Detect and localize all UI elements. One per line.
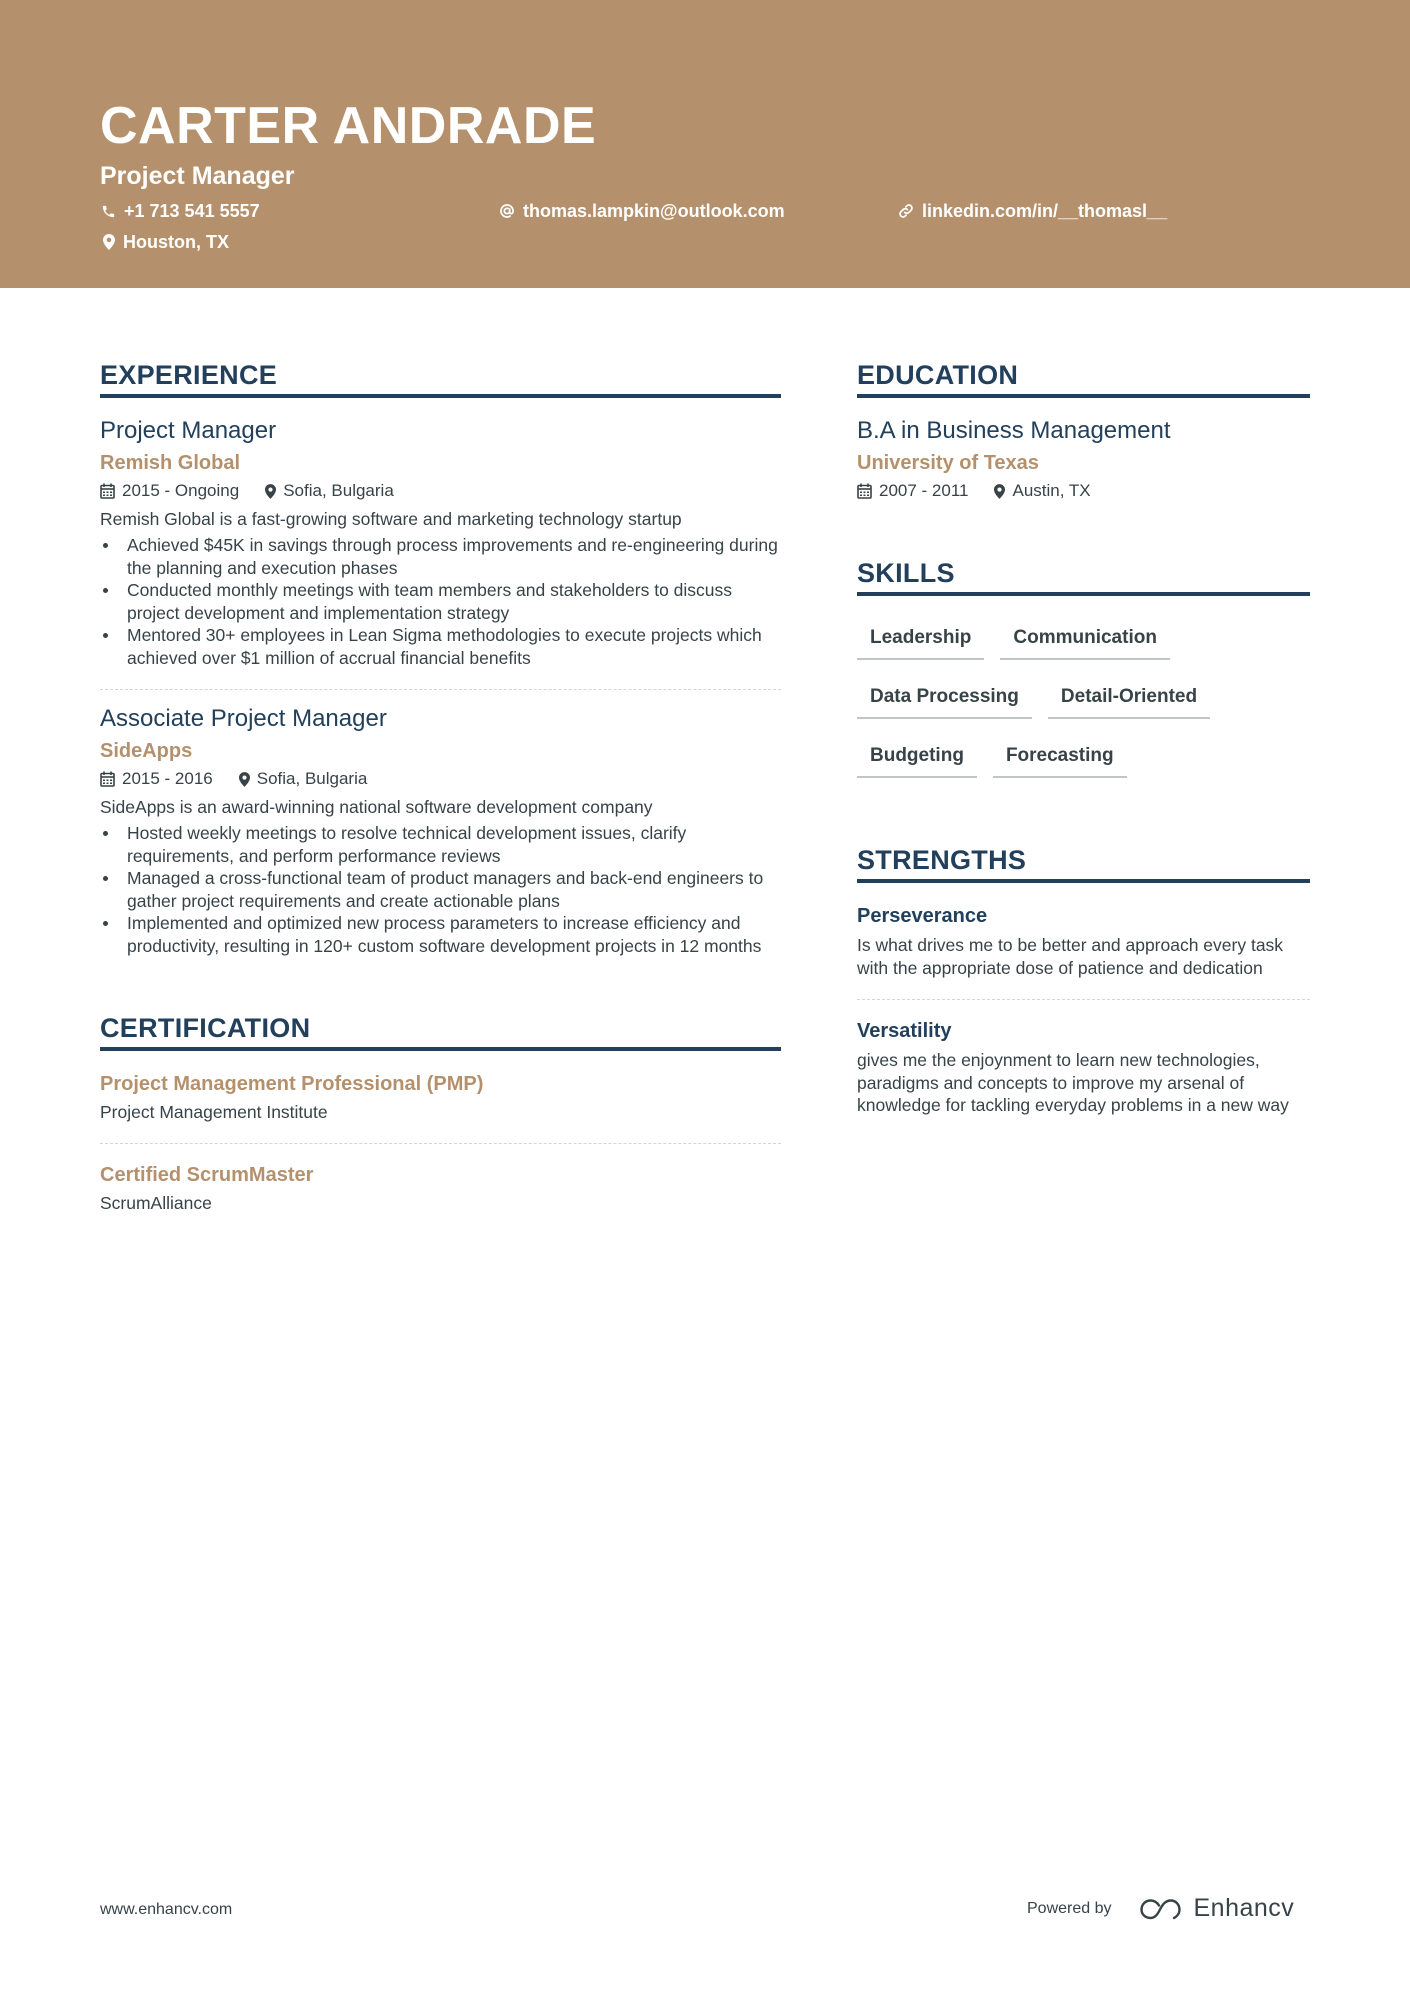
skills-heading: SKILLS bbox=[857, 556, 1310, 596]
powered-by-label: Powered by bbox=[1027, 1899, 1112, 1917]
strength-entry bbox=[857, 1018, 1310, 1117]
strengths-section bbox=[857, 843, 1310, 1117]
education-location-text: Austin, TX bbox=[1012, 481, 1091, 500]
job-meta bbox=[100, 480, 781, 502]
job-meta bbox=[100, 768, 781, 790]
skill-tag: Communication bbox=[1000, 616, 1170, 660]
skill-tag: Data Processing bbox=[857, 675, 1032, 719]
skills-list bbox=[857, 616, 1310, 793]
skill-tag: Forecasting bbox=[993, 734, 1127, 778]
certification-entry bbox=[100, 1071, 781, 1123]
entry-divider bbox=[100, 1143, 781, 1144]
education-dates bbox=[857, 480, 968, 502]
left-column bbox=[100, 358, 781, 1214]
strength-description: gives me the enjoynment to learn new technologies, paradigms and concepts to improve my arsenal of knowledge for tackling everyday problems in a new way bbox=[857, 1050, 1289, 1115]
calendar-icon bbox=[100, 771, 115, 787]
entry-divider bbox=[857, 999, 1310, 1000]
job-location bbox=[239, 768, 368, 790]
degree-name: B.A in Business Management bbox=[857, 417, 1171, 444]
achievement-item: Hosted weekly meetings to resolve technical development issues, clarify requirements, and perform performance reviews bbox=[100, 822, 781, 867]
achievement-list bbox=[100, 534, 781, 669]
skill-tag: Detail-Oriented bbox=[1048, 675, 1210, 719]
school-name: University of Texas bbox=[857, 452, 1039, 474]
contact-linkedin[interactable] bbox=[898, 200, 1167, 222]
calendar-icon bbox=[100, 483, 115, 499]
job-location bbox=[265, 480, 394, 502]
education-section bbox=[857, 358, 1310, 502]
job-dates-text: 2015 - Ongoing bbox=[122, 481, 240, 500]
company-description: Remish Global is a fast-growing software and marketing technology startup bbox=[100, 509, 682, 529]
strengths-heading: STRENGTHS bbox=[857, 843, 1310, 883]
achievement-list bbox=[100, 822, 781, 957]
email-text: thomas.lampkin@outlook.com bbox=[523, 201, 785, 221]
contact-email[interactable] bbox=[499, 200, 785, 222]
contact-location bbox=[103, 231, 229, 253]
job-title: Project Manager bbox=[100, 417, 277, 444]
achievement-item: Managed a cross-functional team of product managers and back-end engineers to gather project requirements and create actionable plans bbox=[100, 867, 781, 912]
experience-section bbox=[100, 358, 781, 957]
certification-issuer: ScrumAlliance bbox=[100, 1193, 212, 1213]
education-heading: EDUCATION bbox=[857, 358, 1310, 398]
certification-name: Project Management Professional (PMP) bbox=[100, 1073, 484, 1095]
map-pin-icon bbox=[994, 484, 1005, 499]
right-column bbox=[857, 358, 1310, 1117]
skills-section bbox=[857, 556, 1310, 793]
calendar-icon bbox=[857, 483, 872, 499]
job-dates bbox=[100, 768, 213, 790]
link-icon bbox=[898, 203, 914, 219]
skill-tag: Leadership bbox=[857, 616, 984, 660]
education-dates-text: 2007 - 2011 bbox=[879, 481, 969, 500]
education-meta bbox=[857, 480, 1310, 502]
entry-divider bbox=[100, 689, 781, 690]
achievement-item: Implemented and optimized new process parameters to increase efficiency and productivity, resulting in 120+ custom software development projects in 12 months bbox=[100, 912, 781, 957]
phone-text: +1 713 541 5557 bbox=[124, 201, 260, 221]
experience-entry bbox=[100, 416, 781, 669]
experience-entry bbox=[100, 704, 781, 957]
education-location bbox=[994, 480, 1090, 502]
company-description: SideApps is an award-winning national software development company bbox=[100, 797, 653, 817]
achievement-item: Achieved $45K in savings through process improvements and re-engineering during the planning and execution phases bbox=[100, 534, 781, 579]
company-name: SideApps bbox=[100, 740, 193, 762]
footer-website-link[interactable]: www.enhancv.com bbox=[100, 1901, 233, 1918]
certification-heading: CERTIFICATION bbox=[100, 1011, 781, 1051]
location-text: Houston, TX bbox=[123, 232, 229, 252]
enhancv-logo-icon bbox=[1138, 1897, 1184, 1921]
certification-issuer: Project Management Institute bbox=[100, 1102, 328, 1122]
resume-header bbox=[0, 0, 1410, 288]
job-dates bbox=[100, 480, 239, 502]
map-pin-icon bbox=[265, 484, 276, 499]
skill-tag: Budgeting bbox=[857, 734, 977, 778]
job-title: Associate Project Manager bbox=[100, 705, 387, 732]
candidate-name: CARTER ANDRADE bbox=[100, 97, 597, 155]
job-dates-text: 2015 - 2016 bbox=[122, 769, 213, 788]
job-location-text: Sofia, Bulgaria bbox=[256, 769, 368, 788]
map-pin-icon bbox=[239, 772, 250, 787]
certification-name: Certified ScrumMaster bbox=[100, 1164, 314, 1186]
achievement-item: Conducted monthly meetings with team members and stakeholders to discuss project development and implementation strategy bbox=[100, 579, 781, 624]
strength-description: Is what drives me to be better and approach every task with the appropriate dose of patience and dedication bbox=[857, 935, 1284, 978]
linkedin-text: linkedin.com/in/__thomasl__ bbox=[922, 201, 1168, 221]
company-name: Remish Global bbox=[100, 452, 241, 474]
strength-entry bbox=[857, 903, 1310, 979]
experience-heading: EXPERIENCE bbox=[100, 358, 781, 398]
map-pin-icon bbox=[103, 234, 115, 250]
strength-title: Versatility bbox=[857, 1020, 952, 1042]
at-icon bbox=[499, 203, 515, 219]
footer-branding[interactable] bbox=[1027, 1894, 1294, 1923]
achievement-item: Mentored 30+ employees in Lean Sigma methodologies to execute projects which achieved over $1 million of accrual financial benefits bbox=[100, 624, 781, 669]
candidate-title: Project Manager bbox=[100, 162, 295, 190]
certification-entry bbox=[100, 1162, 781, 1214]
strength-title: Perseverance bbox=[857, 905, 988, 927]
certification-section bbox=[100, 1011, 781, 1214]
job-location-text: Sofia, Bulgaria bbox=[283, 481, 394, 500]
phone-icon bbox=[101, 204, 116, 219]
brand-name: Enhancv bbox=[1193, 1894, 1295, 1922]
contact-phone[interactable] bbox=[101, 200, 260, 222]
